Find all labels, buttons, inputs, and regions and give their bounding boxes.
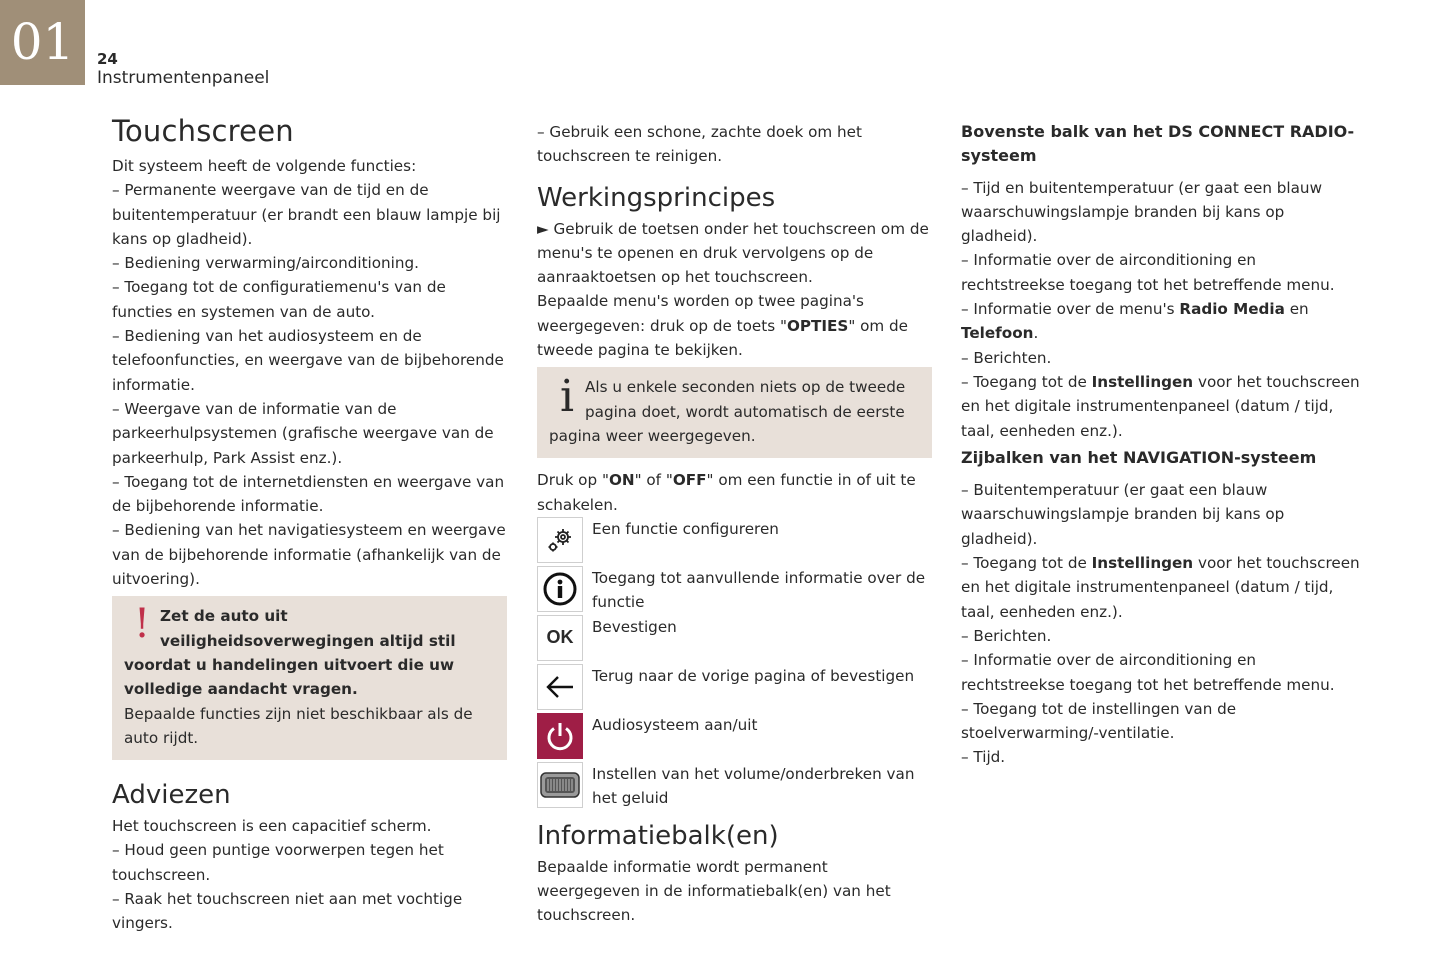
list-item: – Permanente weergave van de tijd en de buitentemperatuur (er brandt een blauw lampje bij kans op gladheid).: [112, 181, 501, 248]
options-text: Bepaalde menu's worden op twee pagina's weergegeven: druk op de toets "OPTIES" om de tweede pagina te bekijken.: [537, 292, 909, 360]
list-item: – Toegang tot de internetdiensten en weergave van de bijbehorende informatie.: [112, 472, 505, 516]
icon-label: Instellen van het volume/onderbreken van het geluid: [592, 764, 915, 808]
column-3: [961, 120, 1361, 770]
icon-label: Toegang tot aanvullende informatie over de functie: [592, 568, 926, 612]
infobar-heading: Informatiebalk(en): [537, 820, 779, 851]
list-item: – Toegang tot de Instellingen voor het touchscreen en het digitale instrumentenpaneel (datum / tijd, taal, eenheden enz.).: [961, 554, 1360, 621]
column-1: [112, 114, 507, 936]
list-item: – Bediening van het navigatiesysteem en weergave van de bijbehorende informatie (afhankelijk van de uitvoering).: [112, 521, 506, 589]
list-item: – Toegang tot de Instellingen voor het touchscreen en het digitale instrumentenpaneel (datum / tijd, taal, eenheden enz.).: [961, 372, 1360, 440]
icon-row: [537, 664, 932, 713]
list-item: – Toegang tot de instellingen van de stoelverwarming/-ventilatie.: [961, 699, 1237, 743]
info-i-icon: i: [559, 371, 575, 423]
info-icon: [537, 566, 583, 612]
column-2: [537, 120, 932, 928]
icon-label: Audiosysteem aan/uit: [592, 715, 758, 734]
list-item: – Buitentemperatuur (er gaat een blauw waarschuwingslampje branden bij kans op gladheid).: [961, 481, 1285, 548]
icon-row: [537, 566, 932, 615]
icon-row: [537, 762, 932, 811]
warning-bold-text: Zet de auto uit veiligheidsoverwegingen altijd stil voordat u handelingen uitvoert die uw volledige aandacht vragen.: [124, 607, 456, 699]
icon-label: Bevestigen: [592, 617, 677, 636]
info-box: [537, 367, 932, 458]
list-item: – Informatie over de airconditioning en rechtstreekse toegang tot het betreffende menu.: [961, 251, 1335, 294]
clean-text: – Gebruik een schone, zachte doek om het touchscreen te reinigen.: [537, 123, 862, 166]
list-item: – Tijd.: [961, 748, 1006, 767]
list-item: – Informatie over de menu's Radio Media en Telefoon.: [961, 300, 1309, 343]
info-text: Als u enkele seconden niets op de tweede pagina doet, wordt automatisch de eerste pagina weer weergegeven.: [549, 378, 906, 445]
back-arrow-icon: [537, 664, 583, 710]
principles-heading: Werkingsprincipes: [537, 182, 776, 213]
icon-row: [537, 517, 932, 566]
icon-label: Terug naar de vorige pagina of bevestigen: [592, 666, 915, 685]
top-bar-heading: Bovenste balk van het DS CONNECT RADIO-systeem: [961, 122, 1355, 166]
gears-icon: [537, 517, 583, 563]
list-item: – Houd geen puntige voorwerpen tegen het touchscreen.: [112, 841, 444, 884]
warning-box: [112, 596, 507, 760]
infobar-text: Bepaalde informatie wordt permanent weergegeven in de informatiebalk(en) van het touchscreen.: [537, 857, 891, 925]
power-icon: [537, 713, 583, 759]
list-item: – Berichten.: [961, 348, 1052, 367]
advice-heading: Adviezen: [112, 780, 231, 811]
intro-text: Dit systeem heeft de volgende functies:: [112, 157, 417, 175]
list-item: – Tijd en buitentemperatuur (er gaat een blauw waarschuwingslampje branden bij kans op gladheid).: [961, 178, 1322, 246]
principles-step: ► Gebruik de toetsen onder het touchscreen om de menu's te openen en druk vervolgens op de aanraaktoetsen op het touchscreen.: [537, 219, 929, 287]
warning-text: Bepaalde functies zijn niet beschikbaar als de auto rijdt.: [124, 704, 473, 747]
icon-label: Een functie configureren: [592, 519, 779, 538]
on-off-text: Druk op "ON" of "OFF" om een functie in of uit te schakelen.: [537, 471, 916, 514]
volume-knob-icon: [537, 762, 583, 808]
section-title: Instrumentenpaneel: [97, 68, 270, 88]
icon-row: [537, 615, 932, 664]
icon-row: [537, 713, 932, 762]
list-item: – Informatie over de airconditioning en rechtstreekse toegang tot het betreffende menu.: [961, 651, 1335, 694]
touchscreen-heading: Touchscreen: [112, 114, 294, 148]
list-item: – Toegang tot de configuratiemenu's van de functies en systemen van de auto.: [112, 278, 446, 321]
list-item: – Berichten.: [961, 626, 1052, 645]
exclamation-icon: !: [133, 601, 151, 648]
side-bars-heading: Zijbalken van het NAVIGATION-systeem: [961, 447, 1317, 467]
list-item: – Raak het touchscreen niet aan met vochtige vingers.: [112, 890, 463, 933]
list-item: – Bediening van het audiosysteem en de telefoonfuncties, en weergave van de bijbehorende informatie.: [112, 327, 504, 394]
page-number: 24: [97, 50, 118, 68]
list-item: – Weergave van de informatie van de parkeerhulpsystemen (grafische weergave van de parkeerhulp, Park Assist enz.).: [112, 399, 494, 467]
ok-icon: OK: [537, 615, 583, 661]
list-item: – Bediening verwarming/airconditioning.: [112, 254, 419, 273]
advice-intro: Het touchscreen is een capacitief scherm.: [112, 817, 432, 836]
chapter-tab: 01: [0, 0, 85, 85]
